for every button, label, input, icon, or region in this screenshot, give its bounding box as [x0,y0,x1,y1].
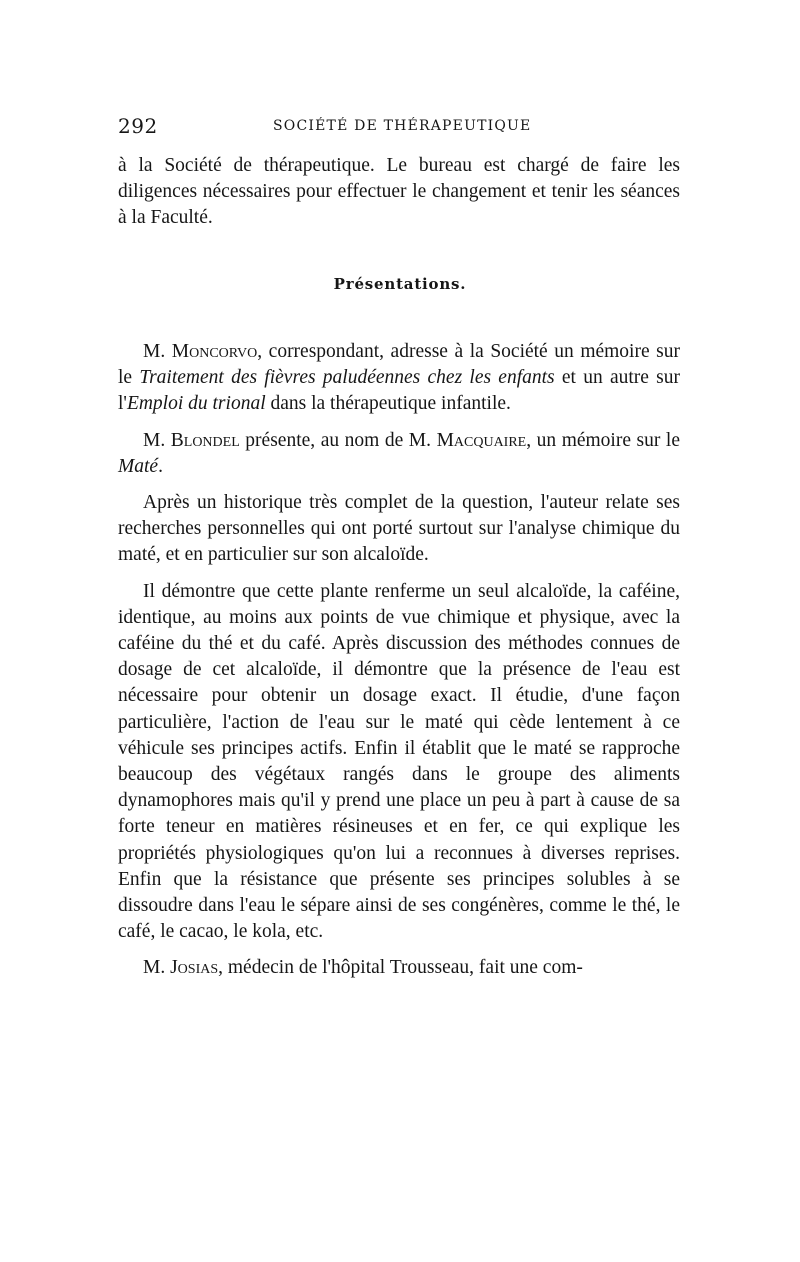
paragraph-moncorvo [118,339,680,418]
blondel-text-1: présente, au nom de M. [239,429,437,451]
page-number: 292 [118,114,158,138]
author-macquaire: Macquaire [436,429,527,451]
josias-prefix: M. [143,957,171,979]
opening-paragraph: à la Société de thérapeutique. Le bureau est chargé de faire les diligences nécessaires pour effectuer le changement et tenir les séances à la Faculté. [118,155,680,229]
title-traitement: Traitement des fièvres paludéennes chez les enfants [139,367,555,389]
moncorvo-text-1: , correspondant, adresse à la Société un mémoire sur le [118,341,681,389]
paragraph-blondel [118,428,680,480]
moncorvo-text-2: et un autre sur l' [118,367,680,415]
author-moncorvo: Moncorvo [171,341,258,362]
title-mate: Maté [118,455,159,477]
title-emploi-trional: Emploi du trional [126,393,266,415]
moncorvo-text-3: dans la thérapeutique infantile. [265,393,511,415]
paragraph-josias [118,955,680,981]
running-head [118,114,680,144]
section-heading: Présentations. [333,275,467,293]
paragraph-historique: Après un historique très complet de la question, l'auteur relate ses recherches personnelles qui ont porté surtout sur l'analyse chimique du maté, et en particulier sur son alcaloïde. [118,492,680,566]
author-josias: Josias [170,957,219,979]
running-title: SOCIÉTÉ DE THÉRAPEUTIQUE [273,118,532,134]
author-blondel: Blondel [170,429,240,451]
blondel-text-3: . [158,455,163,477]
presentations-body [118,339,680,982]
blondel-text-2: , un mémoire sur le [526,429,680,451]
josias-text: , médecin de l'hôpital Trousseau, fait une com- [218,957,583,979]
blondel-prefix: M. [143,429,171,451]
paragraph-demontre: Il démontre que cette plante renferme un seul alcaloïde, la caféine, identique, au moins aux points de vue chimique et physique, avec la caféine du thé et du café. Après discussion des méthodes connues de dosage de cet alcaloïde, il démontre que la présence de l'eau est nécessaire pour obtenir un dosage exact. Il étudie, d'une façon particulière, l'action de l'eau sur le maté qui cède lentement à ce véhicule ses principes actifs. Enfin il établit que le maté se rapproche beaucoup des végétaux rangés dans le groupe des aliments dynamophores mais qu'il y prend une place un peu à part à cause de sa forte teneur en matières résineuses et en fer, ce qui explique les propriétés physiologiques qu'on lui a reconnues à diverses reprises. Enfin que la résistance que présente ses principes solubles à se dissoudre dans l'eau le sépare ainsi de ses congénères, comme le thé, le café, le cacao, le kola, etc. [118,580,680,943]
opening-block [118,153,680,232]
moncorvo-prefix: M. [143,341,172,362]
